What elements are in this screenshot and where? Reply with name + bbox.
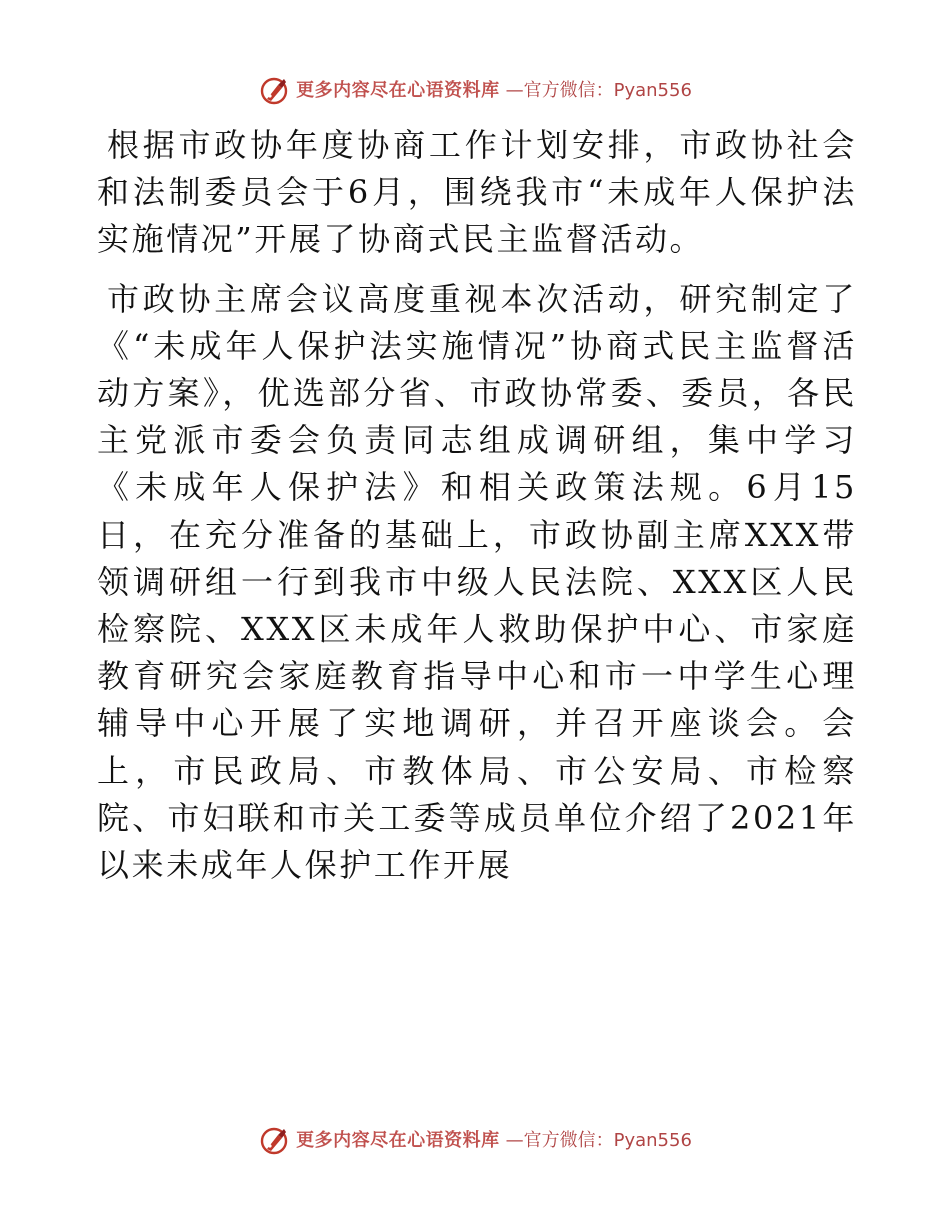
header-watermark (0, 75, 950, 107)
footer-watermark (0, 1125, 950, 1157)
pen-nib-logo-icon (258, 1125, 290, 1157)
paragraph-1: 根据市政协年度协商工作计划安排，市政协社会和法制委员会于6月，围绕我市“未成年人保护法实施情况”开展了协商式民主监督活动。 (97, 126, 857, 259)
pen-nib-logo-icon (258, 75, 290, 107)
watermark-main-text: 更多内容尽在心语资料库 (296, 1130, 500, 1151)
watermark-tail-text: —官方微信：Pyan556 (505, 80, 692, 101)
watermark-tail-text: —官方微信：Pyan556 (505, 1130, 692, 1151)
paragraph-2: 市政协主席会议高度重视本次活动，研究制定了《“未成年人保护法实施情况”协商式民主监督活动方案》，优选部分省、市政协常委、委员，各民主党派市委会负责同志组成调研组，集中学习《未成年人保护法》和相关政策法规。6月15日，在充分准备的基础上，市政协副主席XXX带领调研组一行到我市中级人民法院、XXX区人民检察院、XXX区未成年人救助保护中心、市家庭教育研究会家庭教育指导中心和市一中学生心理辅导中心开展了实地调研，并召开座谈会。会上，市民政局、市教体局、市公安局、市检察院、市妇联和市关工委等成员单位介绍了2021年以来未成年人保护工作开展 (97, 279, 857, 885)
watermark-main-text: 更多内容尽在心语资料库 (296, 80, 500, 101)
document-body (97, 122, 857, 889)
